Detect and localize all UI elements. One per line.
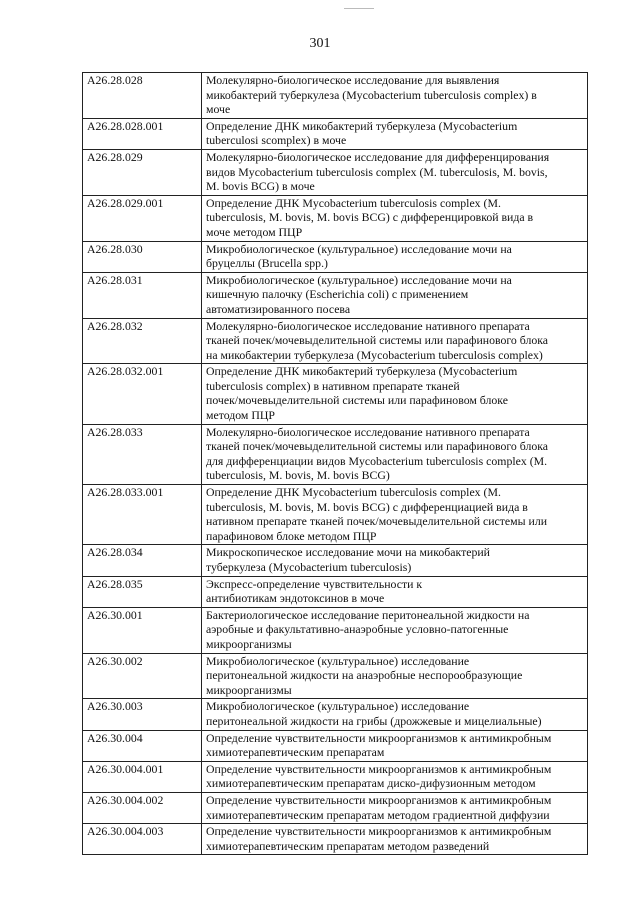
description-line: автоматизированного посева [206, 301, 351, 316]
description-line: нативном препарате тканей почек/мочевыделительной системы или [206, 514, 548, 529]
table-row [83, 653, 588, 699]
table-row [83, 118, 588, 149]
table-row [83, 73, 588, 119]
service-code: A26.28.032.001 [83, 364, 202, 424]
service-code: A26.28.033.001 [83, 485, 202, 545]
description-line: Определение ДНК микобактерий туберкулеза (Mycobacterium [206, 118, 518, 133]
table-row [83, 424, 588, 484]
description-line: парафиновом блоке методом ПЦР [206, 528, 377, 543]
service-description [202, 195, 588, 241]
table-row [83, 576, 588, 607]
description-line: микроорганизмы [206, 636, 292, 651]
service-description [202, 545, 588, 576]
service-description [202, 607, 588, 653]
service-description [202, 699, 588, 730]
table-row [83, 761, 588, 792]
service-code: A26.28.029 [83, 149, 202, 195]
description-line: tuberculosis, M. bovis, M. bovis BCG) с дифференцировкой вида в [206, 210, 534, 225]
description-line: Определение ДНК микобактерий туберкулеза (Mycobacterium [206, 364, 518, 379]
description-line: на микобактерии туберкулеза (Mycobacterium tuberculosis complex) [206, 347, 543, 362]
description-line: tuberculosi scomplex) в моче [206, 133, 347, 148]
description-line: тканей почек/мочевыделительной системы или парафинового блока [206, 333, 549, 348]
table-row [83, 607, 588, 653]
service-description [202, 761, 588, 792]
description-line: туберкулеза (Mycobacterium tuberculosis) [206, 560, 412, 574]
service-description [202, 118, 588, 149]
description-line: Определение чувствительности микроорганизмов к антимикробным [206, 761, 552, 776]
service-description [202, 792, 588, 823]
description-line: химиотерапевтическим препаратам диско-дифузионным методом [206, 776, 536, 791]
table-row [83, 272, 588, 318]
service-code: A26.28.032 [83, 318, 202, 364]
description-line: бруцеллы (Brucella spp.) [206, 256, 328, 271]
description-line: аэробные и факультативно-анаэробные условно-патогенные [206, 622, 509, 637]
service-code: A26.30.004.003 [83, 824, 202, 855]
description-line: антибиотикам эндотоксинов в моче [206, 591, 385, 606]
table-row [83, 824, 588, 855]
description-line: микроорганизмы [206, 682, 292, 697]
description-line: химиотерапевтическим препаратам методом градиентной диффузии [206, 807, 550, 822]
scan-artifact-line [344, 8, 374, 9]
service-description [202, 424, 588, 484]
table-row [83, 149, 588, 195]
description-line: микобактерий туберкулеза (Mycobacterium tuberculosis complex) в [206, 87, 537, 102]
description-line: почек/мочевыделительной системы или парафиновом блоке [206, 393, 508, 408]
service-code: A26.30.004 [83, 730, 202, 761]
service-description [202, 653, 588, 699]
service-code: A26.28.029.001 [83, 195, 202, 241]
description-line: Определение ДНК Mycobacterium tuberculosis complex (M. [206, 195, 501, 210]
service-code: A26.28.028.001 [83, 118, 202, 149]
description-line: Микробиологическое (культуральное) исследование [206, 699, 470, 714]
service-code: A26.30.004.001 [83, 761, 202, 792]
service-description [202, 576, 588, 607]
service-description [202, 824, 588, 855]
description-line: Молекулярно-биологическое исследование для дифференцирования [206, 149, 550, 164]
description-line: химиотерапевтическим препаратам [206, 745, 385, 760]
description-line: моче методом ПЦР [206, 224, 303, 239]
table-row [83, 730, 588, 761]
table-row [83, 485, 588, 545]
description-line: тканей почек/мочевыделительной системы или парафинового блока [206, 439, 549, 454]
description-line: Определение чувствительности микроорганизмов к антимикробным [206, 792, 552, 807]
description-line: Определение чувствительности микроорганизмов к антимикробным [206, 730, 552, 745]
service-description [202, 318, 588, 364]
description-line: Молекулярно-биологическое исследование нативного препарата [206, 318, 530, 333]
description-line: перитонеальной жидкости на анаэробные неспорообразующие [206, 668, 523, 683]
description-line: Молекулярно-биологическое исследование для выявления [206, 73, 500, 87]
description-line: M. bovis BCG) в моче [206, 179, 315, 194]
description-line: химиотерапевтическим препаратам методом разведений [206, 838, 490, 853]
table-row [83, 195, 588, 241]
description-line: Микроскопическое исследование мочи на микобактерий [206, 545, 490, 560]
service-code: A26.30.003 [83, 699, 202, 730]
table-row [83, 318, 588, 364]
service-code: A26.28.031 [83, 272, 202, 318]
service-description [202, 730, 588, 761]
service-code: A26.28.034 [83, 545, 202, 576]
description-line: tuberculosis complex) в нативном препарате тканей [206, 378, 460, 393]
description-line: видов Mycobacterium tuberculosis complex (M. tuberculosis, M. bovis, [206, 164, 548, 179]
table-body [83, 73, 588, 855]
services-table [82, 72, 588, 855]
description-line: для дифференциации видов Mycobacterium tuberculosis complex (M. [206, 453, 548, 468]
service-description [202, 149, 588, 195]
description-line: Микробиологическое (культуральное) исследование мочи на [206, 272, 512, 287]
description-line: tuberculosis, M. bovis, M. bovis BCG) [206, 468, 390, 483]
service-code: A26.28.030 [83, 241, 202, 272]
service-code: A26.30.004.002 [83, 792, 202, 823]
description-line: методом ПЦР [206, 408, 275, 423]
description-line: tuberculosis, M. bovis, M. bovis BCG) с дифференциацией вида в [206, 499, 528, 514]
table-row [83, 545, 588, 576]
service-description [202, 73, 588, 119]
service-code: A26.28.035 [83, 576, 202, 607]
service-description [202, 272, 588, 318]
description-line: Молекулярно-биологическое исследование нативного препарата [206, 424, 530, 439]
service-code: A26.28.033 [83, 424, 202, 484]
service-description [202, 241, 588, 272]
description-line: Микробиологическое (культуральное) исследование мочи на [206, 241, 512, 256]
table-row [83, 364, 588, 424]
description-line: Экспресс-определение чувствительности к [206, 576, 423, 591]
service-description [202, 485, 588, 545]
service-code: A26.30.001 [83, 607, 202, 653]
service-description [202, 364, 588, 424]
description-line: Микробиологическое (культуральное) исследование [206, 653, 470, 668]
description-line: кишечную палочку (Escherichia coli) с применением [206, 287, 469, 302]
description-line: перитонеальной жидкости на грибы (дрожжевые и мицелиальные) [206, 713, 542, 728]
description-line: Бактериологическое исследование перитонеальной жидкости на [206, 607, 530, 622]
description-line: Определение чувствительности микроорганизмов к антимикробным [206, 824, 552, 839]
table-row [83, 241, 588, 272]
description-line: Определение ДНК Mycobacterium tuberculosis complex (M. [206, 485, 501, 500]
service-code: A26.30.002 [83, 653, 202, 699]
service-code: A26.28.028 [83, 73, 202, 119]
description-line: моче [206, 102, 231, 117]
table-row [83, 699, 588, 730]
table-row [83, 792, 588, 823]
page-number: 301 [309, 36, 331, 51]
